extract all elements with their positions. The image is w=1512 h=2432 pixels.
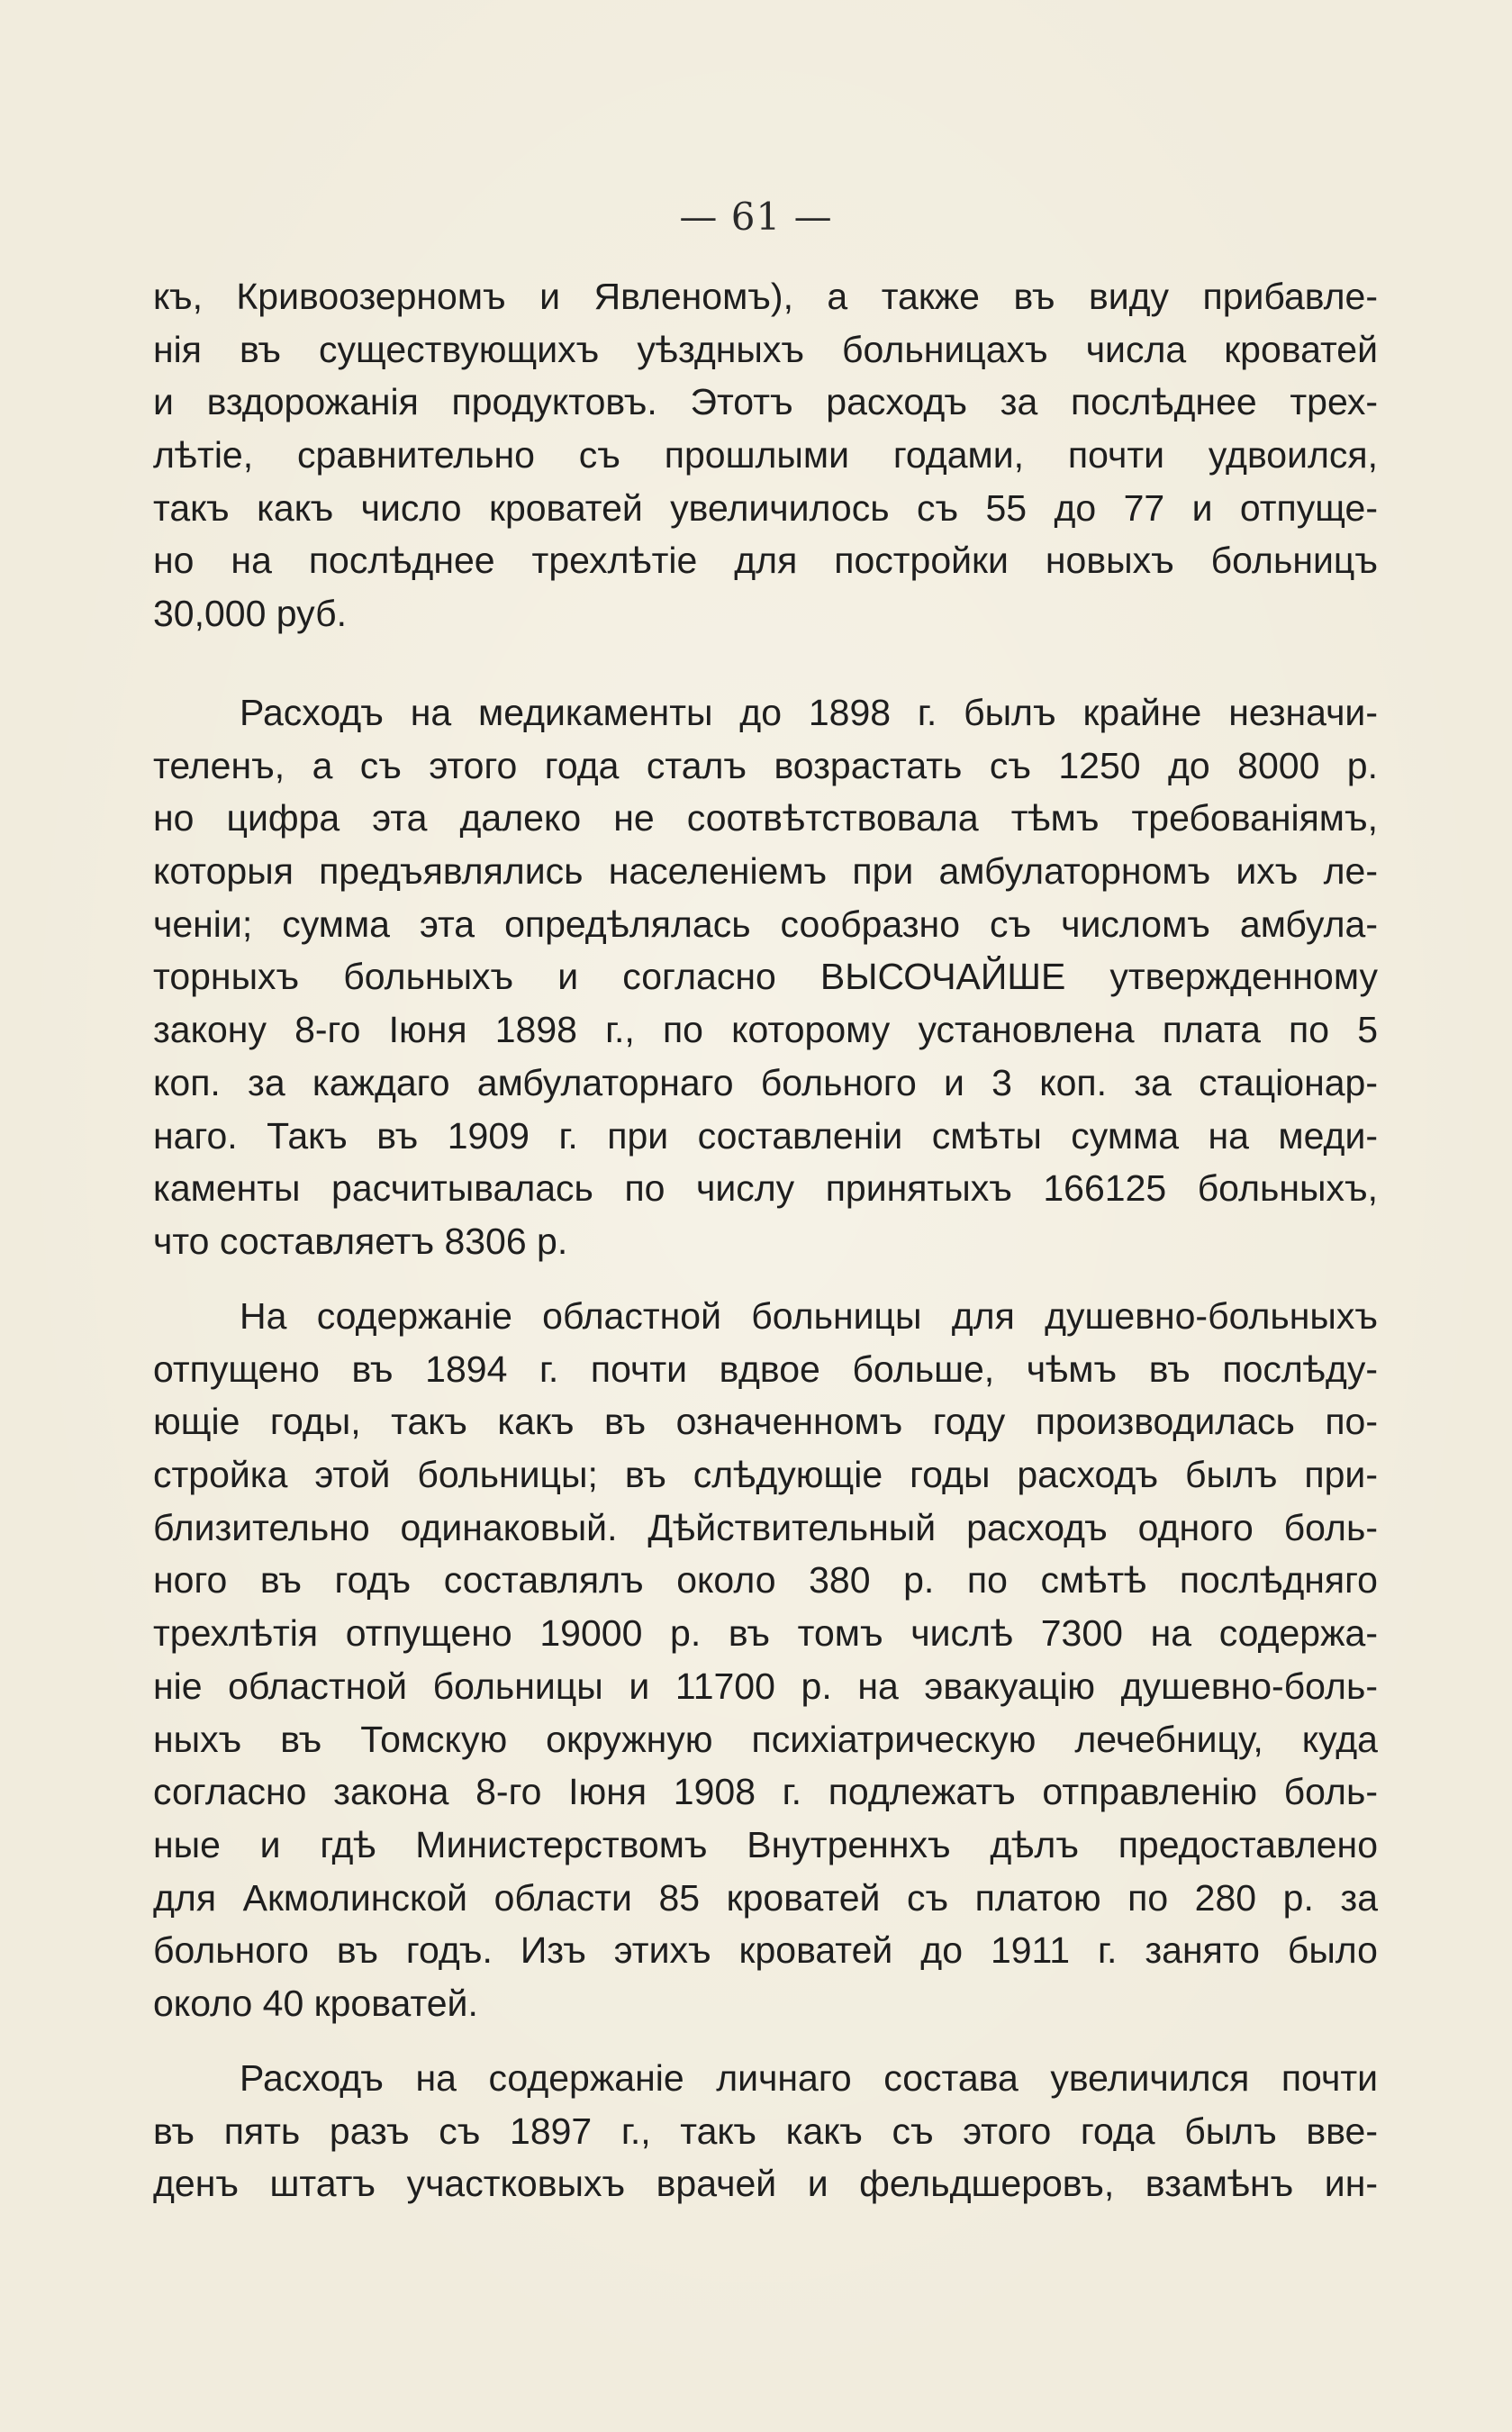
- text-line: Расходъ на содержаніе личнаго состава увеличился почти: [240, 2057, 1378, 2099]
- text-line: ного въ годъ составлялъ около 380 р. по смѣтѣ послѣдняго: [153, 1559, 1378, 1602]
- text-line: но цифра эта далеко не соотвѣтствовала тѣмъ требованіямъ,: [153, 797, 1378, 839]
- text-line: къ, Кривоозерномъ и Явленомъ), а также въ виду прибавле-: [153, 276, 1378, 317]
- page-number: — 61 —: [679, 195, 833, 239]
- text-line: ныхъ въ Томскую окружную психіатрическую лечебницу, куда: [153, 1718, 1378, 1760]
- text-line: ніе областной больницы и 11700 р. на эвакуацію душевно-боль-: [153, 1665, 1378, 1707]
- text-line: ченіи; сумма эта опредѣлялась сообразно съ числомъ амбула-: [153, 903, 1378, 945]
- paragraph-1: [153, 270, 1378, 640]
- text-line: каменты расчитывалась по числу принятыхъ 166125 больныхъ,: [153, 1167, 1378, 1210]
- text-line: согласно закона 8-го Іюня 1908 г. подлежатъ отправленію боль-: [153, 1771, 1378, 1813]
- text-line: Расходъ на медикаменты до 1898 г. былъ крайне незначи-: [240, 692, 1378, 733]
- text-line: стройка этой больницы; въ слѣдующіе годы расходъ былъ при-: [153, 1454, 1378, 1496]
- text-line: въ пять разъ съ 1897 г., такъ какъ съ этого года былъ вве-: [153, 2110, 1378, 2152]
- paragraph-2: [153, 686, 1378, 1268]
- text-line: 30,000 руб.: [153, 593, 347, 635]
- text-line: больного въ годъ. Изъ этихъ кроватей до 1911 г. занято было: [153, 1929, 1378, 1972]
- text-line: что составляетъ 8306 р.: [153, 1220, 568, 1262]
- text-line: но на послѣднее трехлѣтіе для постройки новыхъ больницъ: [153, 540, 1378, 582]
- text-line: теленъ, а съ этого года сталъ возрастать съ 1250 до 8000 р.: [153, 744, 1378, 786]
- text-line: закону 8-го Іюня 1898 г., по которому установлена плата по 5: [153, 1009, 1378, 1051]
- text-line: денъ штатъ участковыхъ врачей и фельдшеровъ, взамѣнъ ин-: [153, 2163, 1378, 2205]
- text-line: около 40 кроватей.: [153, 1982, 478, 2024]
- text-line: близительно одинаковый. Дѣйствительный расходъ одного боль-: [153, 1506, 1378, 1548]
- text-line: торныхъ больныхъ и согласно ВЫСОЧАЙШЕ утвержденному: [153, 956, 1378, 998]
- text-line: такъ какъ число кроватей увеличилось съ 55 до 77 и отпуще-: [153, 486, 1378, 529]
- text-line: коп. за каждаго амбулаторнаго больного и 3 коп. за стаціонар-: [153, 1061, 1378, 1103]
- text-line: для Акмолинской области 85 кроватей съ платою по 280 р. за: [153, 1876, 1378, 1919]
- text-line: и вздорожанія продуктовъ. Этотъ расходъ за послѣднее трех-: [153, 381, 1378, 423]
- text-line: ющіе годы, такъ какъ въ означенномъ году производилась по-: [153, 1401, 1378, 1443]
- paragraph-4: [153, 2052, 1378, 2210]
- text-line: наго. Такъ въ 1909 г. при составленіи смѣты сумма на меди-: [153, 1114, 1378, 1157]
- paragraph-3: [153, 1290, 1378, 2030]
- text-line: которыя предъявлялись населеніемъ при амбулаторномъ ихъ ле-: [153, 850, 1378, 893]
- text-line: трехлѣтія отпущено 19000 р. въ томъ числѣ 7300 на содержа-: [153, 1612, 1378, 1655]
- text-line: отпущено въ 1894 г. почти вдвое больше, чѣмъ въ послѣду-: [153, 1348, 1378, 1390]
- text-line: нія въ существующихъ уѣздныхъ больницахъ числа кроватей: [153, 328, 1378, 370]
- text-line: ные и гдѣ Министерствомъ Внутреннхъ дѣлъ предоставлено: [153, 1823, 1378, 1865]
- text-line: лѣтіе, сравнительно съ прошлыми годами, почти удвоился,: [153, 434, 1378, 476]
- text-line: На содержаніе областной больницы для душевно-больныхъ: [240, 1295, 1378, 1337]
